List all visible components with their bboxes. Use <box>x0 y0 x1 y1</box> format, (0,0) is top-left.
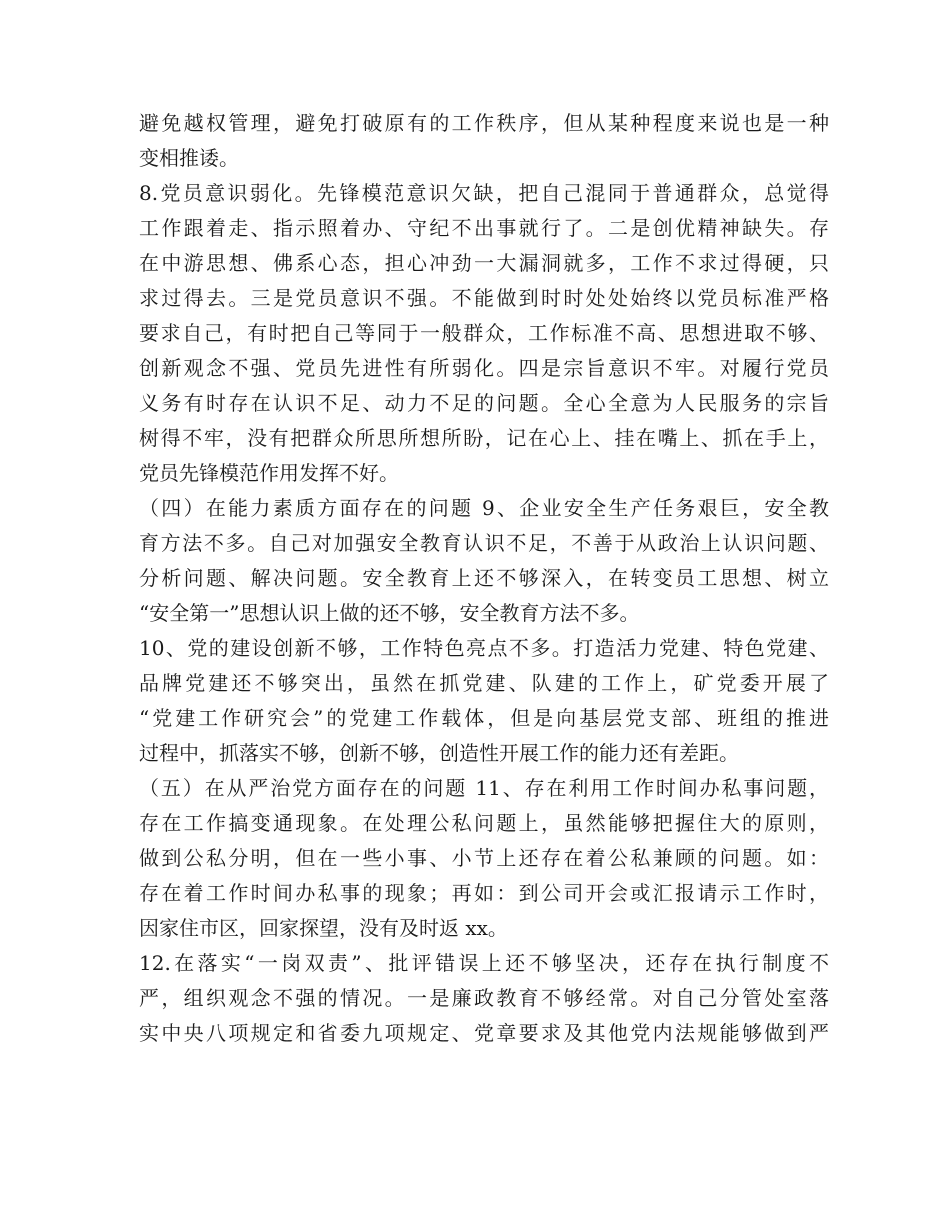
text-line: “党建工作研究会”的党建工作载体，但是向基层党支部、班组的推进 <box>139 706 829 730</box>
document-body <box>139 106 829 1051</box>
text-line: 在中游思想、佛系心态，担心冲劲一大漏洞就多，工作不求过得硬，只 <box>139 251 829 275</box>
text-line: 育方法不多。自己对加强安全教育认识不足，不善于从政治上认识问题、 <box>139 531 829 555</box>
text-line: 党员先锋模范作用发挥不好。 <box>139 461 399 485</box>
text-line: “安全第一”思想认识上做的还不够，安全教育方法不多。 <box>139 601 640 625</box>
text-line: （四）在能力素质方面存在的问题 9、企业安全生产任务艰巨，安全教 <box>139 496 829 520</box>
text-line: 实中央八项规定和省委九项规定、党章要求及其他党内法规能够做到严 <box>139 1021 829 1045</box>
text-line: 10、党的建设创新不够，工作特色亮点不多。打造活力党建、特色党建、 <box>139 636 829 660</box>
text-line: 严，组织观念不强的情况。一是廉政教育不够经常。对自己分管处室落 <box>139 986 829 1010</box>
text-line: 过程中，抓落实不够，创新不够，创造性开展工作的能力还有差距。 <box>139 741 739 765</box>
text-line: 存在着工作时间办私事的现象；再如：到公司开会或汇报请示工作时， <box>139 881 829 905</box>
text-line: 存在工作搞变通现象。在处理公私问题上，虽然能够把握住大的原则， <box>139 811 829 835</box>
text-line: 求过得去。三是党员意识不强。不能做到时时处处始终以党员标准严格 <box>139 286 829 310</box>
text-line: 避免越权管理，避免打破原有的工作秩序，但从某种程度来说也是一种 <box>139 111 829 135</box>
text-line: 创新观念不强、党员先进性有所弱化。四是宗旨意识不牢。对履行党员 <box>139 356 829 380</box>
text-line: 分析问题、解决问题。安全教育上还不够深入，在转变员工思想、树立 <box>139 566 829 590</box>
text-line: 工作跟着走、指示照着办、守纪不出事就行了。二是创优精神缺失。存 <box>139 216 829 240</box>
text-line: 因家住市区，回家探望，没有及时返 xx。 <box>139 916 508 940</box>
text-line: 做到公私分明，但在一些小事、小节上还存在着公私兼顾的问题。如： <box>139 846 829 870</box>
text-line: （五）在从严治党方面存在的问题 11、存在利用工作时间办私事问题， <box>139 776 829 800</box>
text-line: 要求自己，有时把自己等同于一般群众，工作标准不高、思想进取不够、 <box>139 321 829 345</box>
text-line: 8.党员意识弱化。先锋模范意识欠缺，把自己混同于普通群众，总觉得 <box>139 181 829 205</box>
text-line: 义务有时存在认识不足、动力不足的问题。全心全意为人民服务的宗旨 <box>139 391 829 415</box>
text-line: 品牌党建还不够突出，虽然在抓党建、队建的工作上，矿党委开展了 <box>139 671 829 695</box>
text-line: 12.在落实“一岗双责”、批评错误上还不够坚决，还存在执行制度不 <box>139 951 829 975</box>
text-line: 变相推诿。 <box>139 146 239 170</box>
text-line: 树得不牢，没有把群众所思所想所盼，记在心上、挂在嘴上、抓在手上， <box>139 426 829 450</box>
